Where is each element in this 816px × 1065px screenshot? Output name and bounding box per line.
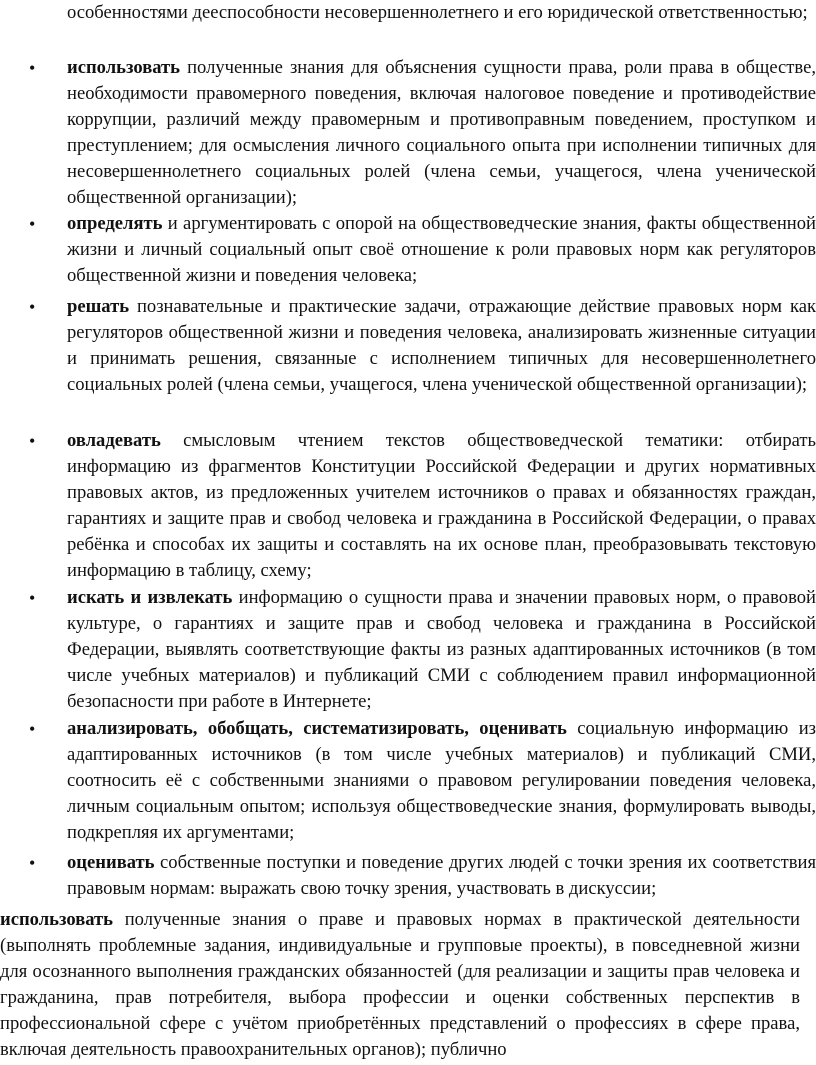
final-paragraph [0,907,800,1063]
bullet-icon: • [29,431,36,451]
list-item-keyword: анализировать, обобщать, систематизировать, оценивать [67,718,567,739]
bullet-icon: • [29,853,36,873]
list-item-body: смысловым чтением текстов обществоведческой тематики: отбирать информацию из фрагментов Конституции Российской Федерации и других нормативных правовых актов, из предложенных учителем источников о правах и обязанностях граждан, гарантиях и защите прав и свобод человека и гражданина в Российской Федерации, о правах ребёнка и способах их защиты и составлять на их основе план, преобразовывать текстовую информацию в таблицу, схему; [67,430,816,581]
list-item-body: информацию о сущности права и значении правовых норм, о правовой культуре, о гарантиях и защите прав и свобод человека и гражданина в Российской Федерации, выявлять соответствующие факты из разных адаптированных источников (в том числе учебных материалов) и публикаций СМИ с соблюдением правил информационной безопасности при работе в Интернете; [67,587,816,712]
list-item-text [67,55,816,211]
list-item [29,716,816,846]
final-body: полученные знания о праве и правовых нормах в практической деятельности (выполнять проблемные задания, индивидуальные и групповые проекты), в повседневной жизни для осознанного выполнения гражданских обязанностей (для реализации и защиты прав человека и гражданина, прав потребителя, выбора профессии и оценки собственных перспектив в профессиональной сфере с учётом приобретённых представлений о профессиях в сфере права, включая деятельность правоохранительных органов); публично [0,909,800,1060]
list-item-text [67,428,816,584]
list-item-text [67,585,816,715]
list-item-body: полученные знания для объяснения сущности права, роли права в обществе, необходимости правомерного поведения, включая налоговое поведение и противодействие коррупции, различий между правомерным и противоправным поведением, проступком и преступлением; для осмысления личного социального опыта при исполнении типичных для несовершеннолетнего социальных ролей (члена семьи, учащегося, члена ученической общественной организации); [67,57,816,208]
list-item-body: социальную информацию из адаптированных источников (в том числе учебных материалов) и публикаций СМИ, соотносить её с собственными знаниями о правовом регулировании поведения человека, личным социальным опытом; используя обществоведческие знания, формулировать выводы, подкрепляя их аргументами; [67,718,816,843]
final-keyword: использовать [0,909,114,930]
list-item-keyword: искать и извлекать [67,587,233,608]
bullet-icon: • [29,297,36,317]
list-item [29,294,816,398]
list-item-text [67,294,816,398]
bullet-icon: • [29,719,36,739]
list-item-keyword: овладевать [67,430,161,451]
list-item-keyword: решать [67,296,130,317]
bullet-icon: • [29,214,36,234]
list-item-body: собственные поступки и поведение других людей с точки зрения их соответствия правовым нормам: выражать свою точку зрения, участвовать в дискуссии; [67,852,816,899]
list-item [29,585,816,715]
list-item-text [67,716,816,846]
continuation-paragraph: особенностями дееспособности несовершеннолетнего и его юридической ответственностью; [67,2,808,23]
list-item-keyword: определять [67,213,163,234]
list-item-text [67,850,816,902]
list-item-keyword: использовать [67,57,181,78]
list-item-body: и аргументировать с опорой на обществоведческие знания, факты общественной жизни и личный социальный опыт своё отношение к роли правовых норм как регуляторов общественной жизни и поведения человека; [67,213,816,286]
bullet-icon: • [29,58,36,78]
list-item [29,428,816,584]
list-item-body: познавательные и практические задачи, отражающие действие правовых норм как регуляторов общественной жизни и поведения человека, анализировать жизненные ситуации и принимать решения, связанные с исполнением типичных для несовершеннолетнего социальных ролей (члена семьи, учащегося, члена ученической общественной организации); [67,296,816,395]
bullet-icon: • [29,588,36,608]
list-item [29,55,816,211]
list-item [29,211,816,289]
list-item [29,850,816,902]
list-item-text [67,211,816,289]
list-item-keyword: оценивать [67,852,155,873]
